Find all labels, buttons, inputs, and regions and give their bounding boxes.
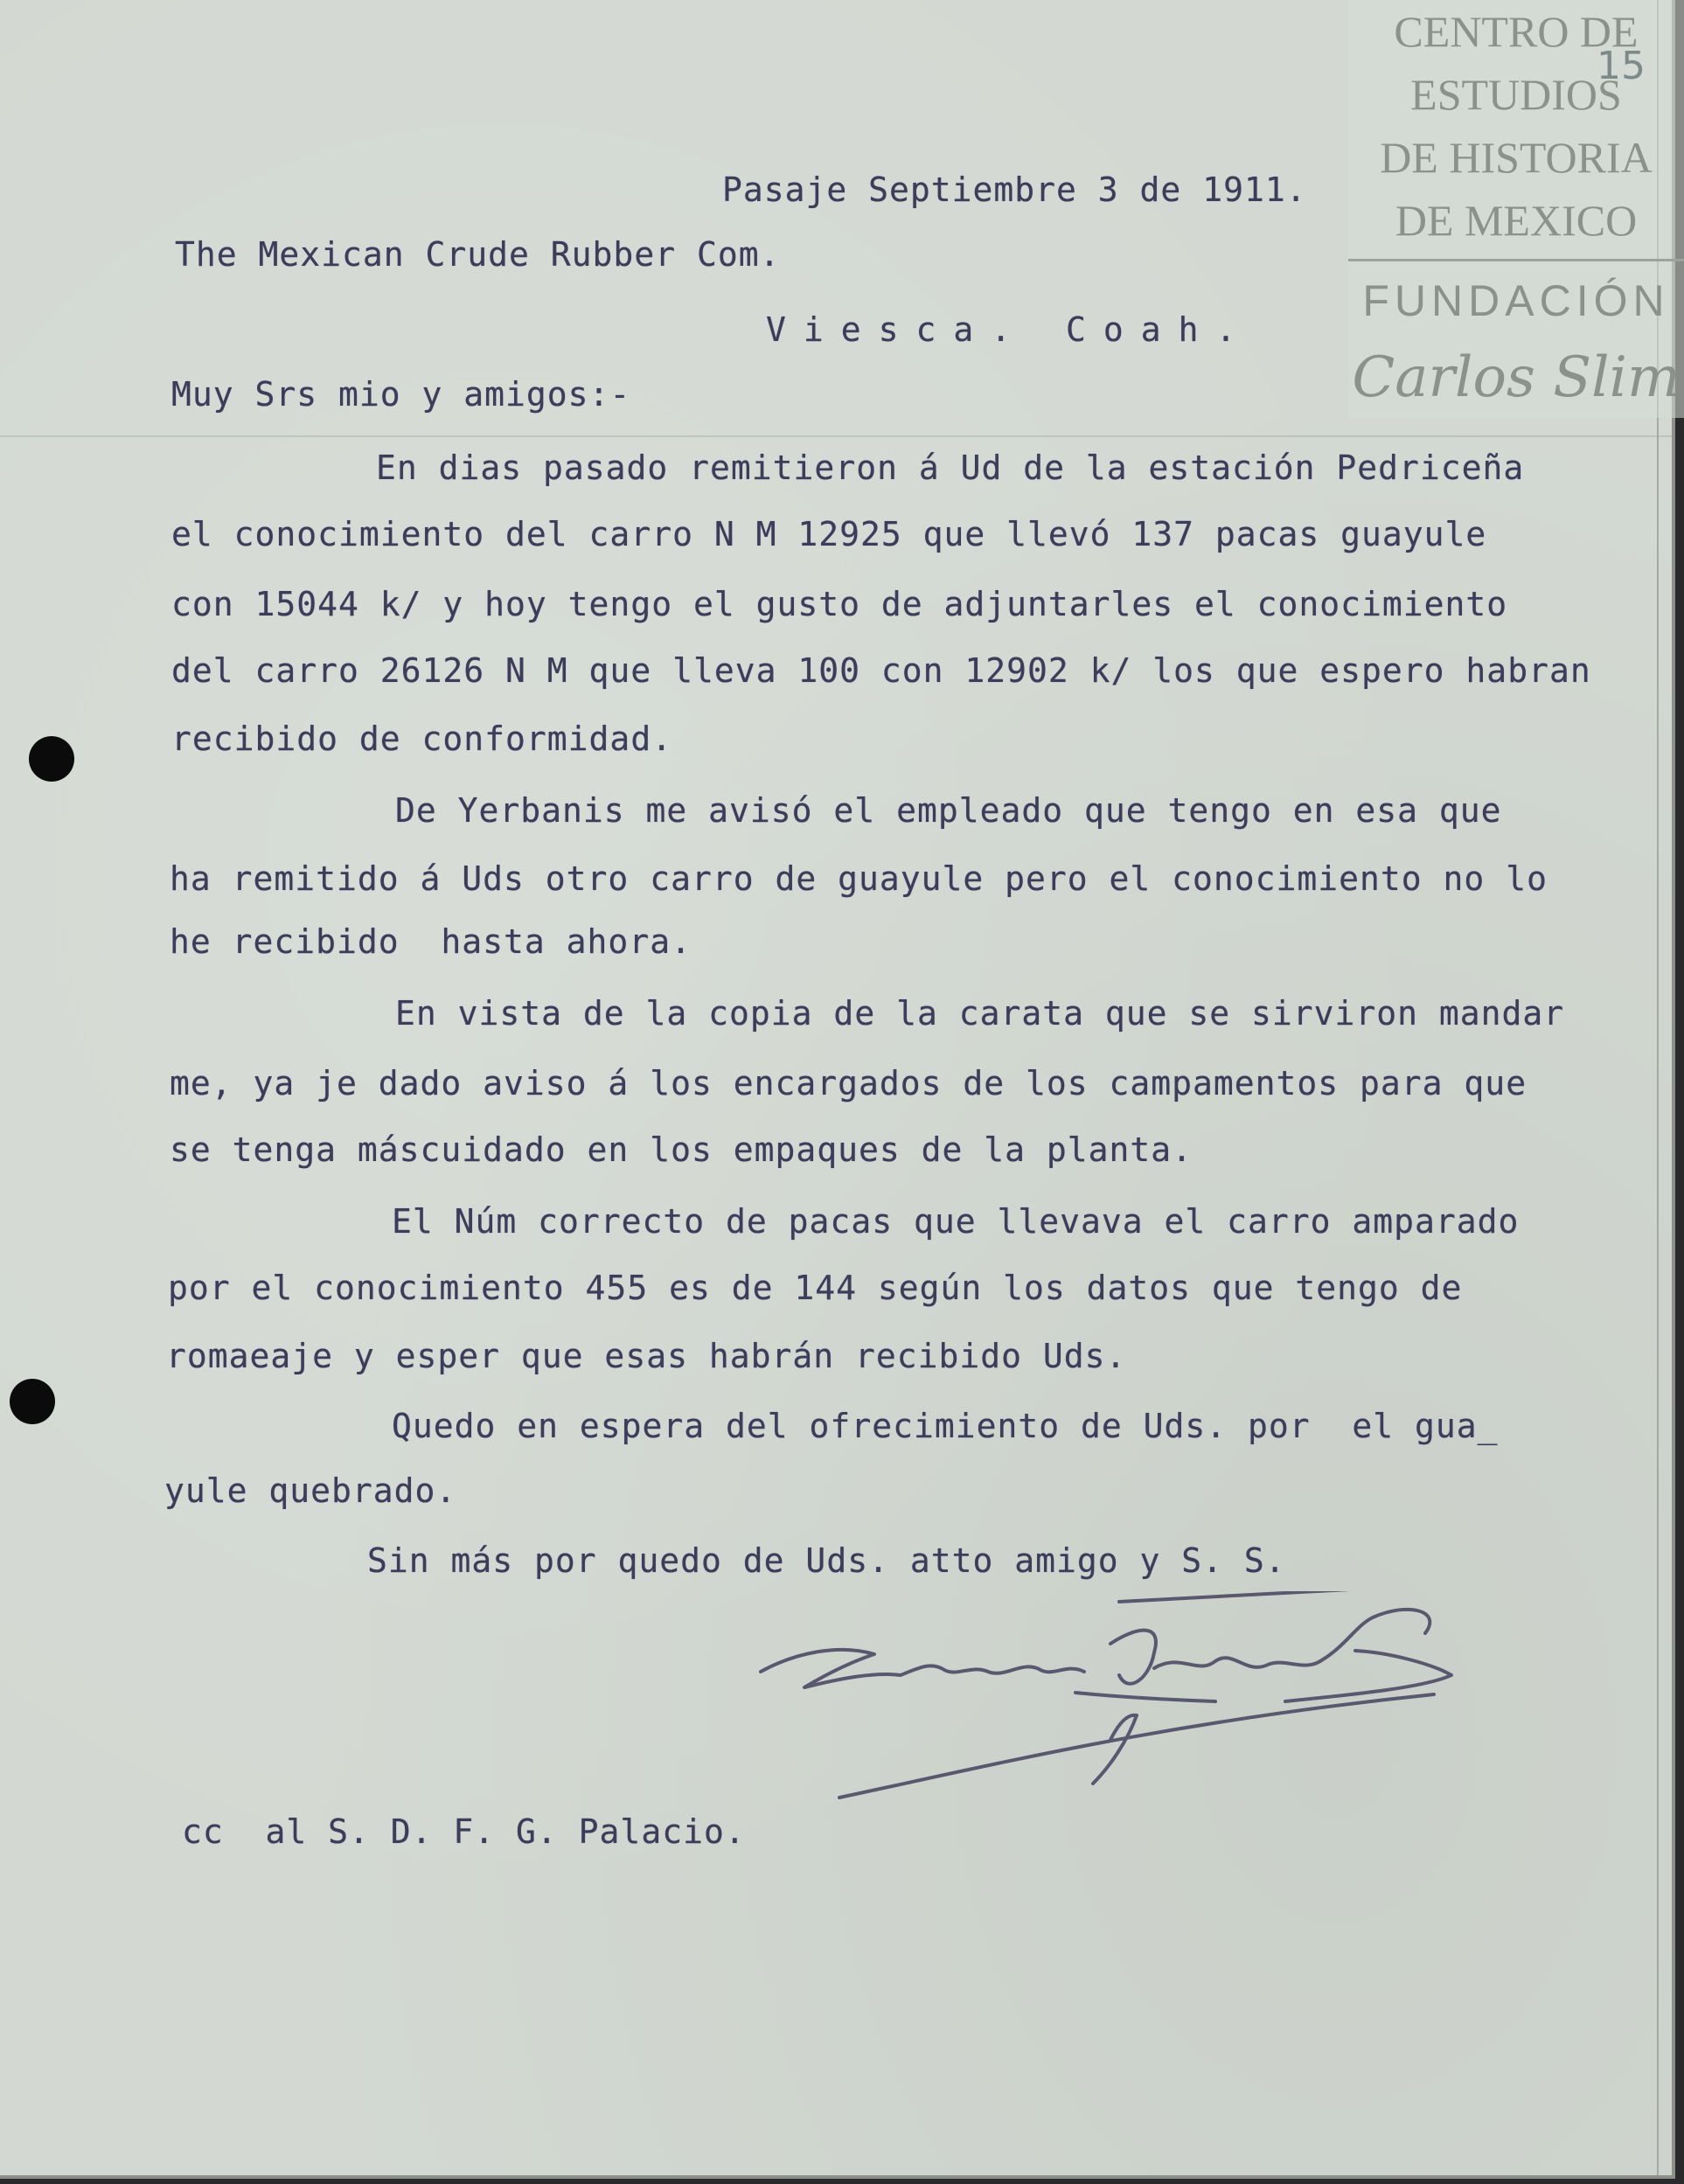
body-line: he recibido hasta ahora. [170, 922, 692, 961]
stamp-line: DE MEXICO [1395, 196, 1638, 245]
body-line: Quedo en espera del ofrecimiento de Uds. por el gua_ [392, 1407, 1499, 1445]
letter-recipient: The Mexican Crude Rubber Com. [175, 235, 781, 274]
body-line: recibido de conformidad. [171, 720, 673, 758]
folio-number: 15 [1597, 44, 1646, 88]
body-line: El Núm correcto de pacas que llevava el carro amparado [392, 1202, 1520, 1241]
body-line: con 15044 k/ y hoy tengo el gusto de adjuntarles el conocimiento [171, 585, 1508, 623]
body-line: por el conocimiento 455 es de 144 según los datos que tengo de [168, 1269, 1463, 1307]
body-line: se tenga máscuidado en los empaques de la planta. [170, 1130, 1193, 1169]
body-line: me, ya je dado aviso á los encargados de los campamentos para que [170, 1064, 1527, 1102]
body-line: el conocimiento del carro N M 12925 que llevó 137 pacas guayule [171, 515, 1487, 553]
letter-date: Pasaje Septiembre 3 de 1911. [722, 170, 1307, 209]
body-line: yule quebrado. [164, 1471, 457, 1510]
stamp-line: ESTUDIOS [1410, 70, 1622, 119]
punch-hole-icon [10, 1379, 55, 1424]
letter-location: Viesca. Coah. [766, 310, 1254, 349]
paper-crease [0, 435, 1672, 437]
stamp-line: CENTRO DE [1394, 7, 1639, 56]
handwritten-signature [743, 1591, 1469, 1810]
body-line: En vista de la copia de la carata que se sirviron mandar [395, 994, 1565, 1033]
stamp-divider [1348, 259, 1684, 261]
body-line: romaeaje y esper que esas habrán recibido Uds. [166, 1337, 1127, 1375]
stamp-foundation-label: FUNDACIÓN [1362, 276, 1670, 325]
letter-closing: Sin más por quedo de Uds. atto amigo y S. S. [367, 1541, 1286, 1580]
body-line: ha remitido á Uds otro carro de guayule pero el conocimiento no lo [170, 859, 1548, 898]
letter-cc: cc al S. D. F. G. Palacio. [182, 1812, 746, 1851]
body-line: En dias pasado remitieron á Ud de la estación Pedriceña [376, 449, 1525, 487]
letter-salutation: Muy Srs mio y amigos:- [171, 375, 631, 414]
stamp-line: DE HISTORIA [1380, 133, 1653, 182]
body-line: De Yerbanis me avisó el empleado que tengo en esa que [395, 791, 1502, 830]
punch-hole-icon [29, 736, 74, 782]
stamp-signature: Carlos Slim [1352, 345, 1681, 410]
body-line: del carro 26126 N M que lleva 100 con 12902 k/ los que espero habran [171, 651, 1591, 690]
